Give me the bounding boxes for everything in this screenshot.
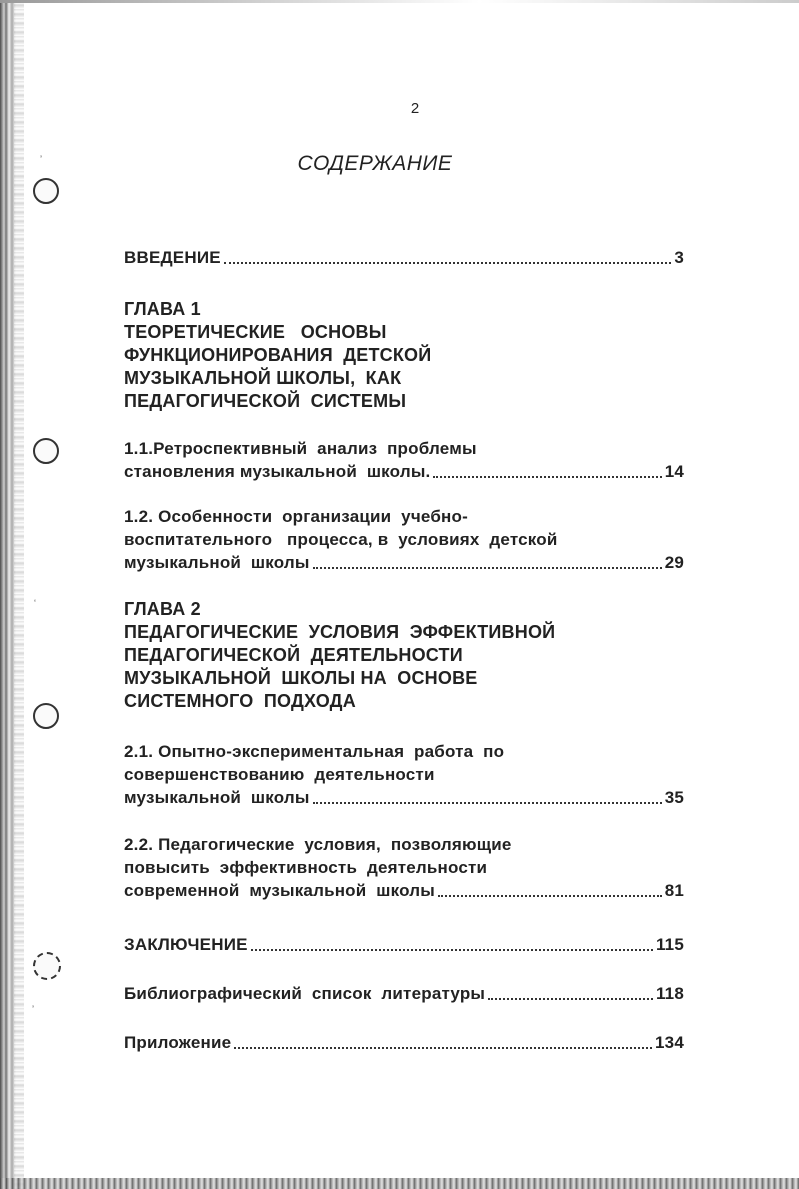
dot-leader (488, 998, 653, 1000)
dot-leader (433, 476, 661, 478)
chapter-title-line: МУЗЫКАЛЬНОЙ ШКОЛЫ, КАК (124, 368, 402, 388)
chapter-1-heading (124, 298, 684, 413)
scan-bottom-edge (0, 1178, 799, 1189)
toc-page-number: 3 (674, 248, 684, 267)
punch-hole-icon (33, 952, 61, 980)
page-number: 2 (410, 100, 420, 117)
section-title-line: музыкальной школы (124, 788, 310, 807)
page-title: СОДЕРЖАНИЕ (297, 152, 453, 175)
toc-entry-section-1-1[interactable] (124, 437, 684, 483)
chapter-number: ГЛАВА 2 (124, 599, 201, 619)
section-title-line: 2.2. Педагогические условия, позволяющие (124, 835, 512, 854)
section-title-line: 2.1. Опытно-экспериментальная работа по (124, 742, 505, 761)
toc-page-number: 118 (655, 984, 684, 1003)
toc-entry-label: ВВЕДЕНИЕ (124, 248, 221, 267)
toc-page-number: 14 (664, 462, 684, 481)
section-title-line: совершенствованию деятельности (124, 765, 435, 784)
punch-hole-icon (33, 178, 59, 204)
chapter-title-line: ПЕДАГОГИЧЕСКИЕ УСЛОВИЯ ЭФФЕКТИВНОЙ (124, 622, 556, 642)
chapter-number: ГЛАВА 1 (124, 299, 201, 319)
dot-leader (234, 1047, 652, 1049)
scan-speck: ’ (40, 154, 42, 164)
chapter-title-line: ФУНКЦИОНИРОВАНИЯ ДЕТСКОЙ (124, 345, 432, 365)
scan-binding-shadow (14, 0, 24, 1189)
toc-entry-section-2-2[interactable] (124, 833, 684, 902)
chapter-title-line: МУЗЫКАЛЬНОЙ ШКОЛЫ НА ОСНОВЕ (124, 668, 478, 688)
dot-leader (224, 262, 672, 264)
toc-entry-label: ЗАКЛЮЧЕНИЕ (124, 935, 248, 954)
chapter-title-line: ПЕДАГОГИЧЕСКОЙ ДЕЯТЕЛЬНОСТИ (124, 645, 463, 665)
scan-speck: ’ (32, 1004, 34, 1014)
chapter-title-line: ПЕДАГОГИЧЕСКОЙ СИСТЕМЫ (124, 391, 407, 411)
dot-leader (438, 895, 662, 897)
toc-entry-intro[interactable] (124, 246, 684, 269)
toc-entry-bibliography[interactable] (124, 982, 684, 1005)
toc-entry-appendix[interactable] (124, 1031, 684, 1054)
section-title-line: 1.2. Особенности организации учебно- (124, 507, 468, 526)
toc-page-number: 134 (655, 1033, 684, 1052)
punch-hole-icon (33, 438, 59, 464)
chapter-2-heading (124, 598, 684, 713)
dot-leader (313, 802, 662, 804)
section-title-line: становления музыкальной школы. (124, 462, 431, 481)
section-title-line: музыкальной школы (124, 553, 310, 572)
section-title-line: современной музыкальной школы (124, 881, 435, 900)
toc-page-number: 115 (655, 935, 684, 954)
toc-page-number: 29 (664, 553, 684, 572)
table-of-contents (124, 246, 684, 1054)
toc-entry-section-2-1[interactable] (124, 740, 684, 809)
dot-leader (313, 567, 662, 569)
chapter-title-line: СИСТЕМНОГО ПОДХОДА (124, 691, 356, 711)
chapter-title-line: ТЕОРЕТИЧЕСКИЕ ОСНОВЫ (124, 322, 387, 342)
scan-speck: ‘ (34, 598, 36, 608)
toc-page-number: 81 (664, 881, 684, 900)
toc-entry-conclusion[interactable] (124, 933, 684, 956)
dot-leader (251, 949, 653, 951)
scan-top-edge (0, 0, 799, 3)
toc-entry-label: Библиографический список литературы (124, 984, 486, 1003)
section-title-line: повысить эффективность деятельности (124, 858, 488, 877)
section-title-line: воспитательного процесса, в условиях детской (124, 530, 558, 549)
section-title-line: 1.1.Ретроспективный анализ проблемы (124, 439, 477, 458)
toc-entry-section-1-2[interactable] (124, 505, 684, 574)
punch-hole-icon (33, 703, 59, 729)
toc-page-number: 35 (664, 788, 684, 807)
toc-entry-label: Приложение (124, 1033, 232, 1052)
